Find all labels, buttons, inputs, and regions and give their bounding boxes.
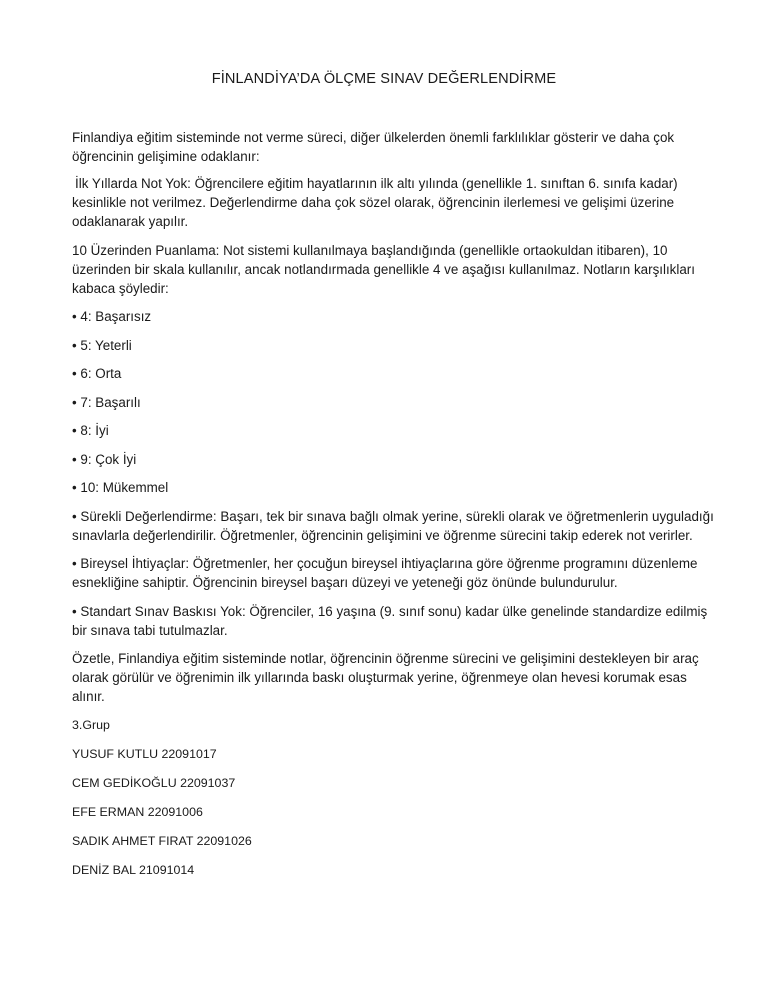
grade-item: • 8: İyi	[72, 423, 109, 438]
grade-item: • 10: Mükemmel	[72, 480, 169, 495]
group-label: 3.Grup	[72, 717, 110, 732]
individual-needs-paragraph: • Bireysel İhtiyaçlar: Öğretmenler, her çocuğun bireysel ihtiyaçlarına göre öğrenme programını düzenleme esnekliğine sahiptir. Öğrencinin bireysel başarı düzeyi ve yeteneği göz önünde bulundurulur.	[72, 556, 698, 590]
grade-item: • 7: Başarılı	[72, 394, 141, 410]
grade-item: • 4: Başarısız	[72, 309, 152, 324]
summary-paragraph: Özetle, Finlandiya eğitim sisteminde notlar, öğrencinin öğrenme sürecini ve gelişimini destekleyen bir araç olarak görülür ve öğrenimin ilk yıllarında baskı oluşturmak yerine, öğrenmeye olan hevesi korumak esas alınır.	[72, 651, 699, 704]
group-member: YUSUF KUTLU 22091017	[72, 746, 217, 761]
group-member: DENİZ BAL 21091014	[72, 862, 195, 877]
group-member: SADIK AHMET FIRAT 22091026	[72, 833, 252, 848]
continuous-assessment-paragraph: • Sürekli Değerlendirme: Başarı, tek bir sınava bağlı olmak yerine, sürekli olarak ve öğretmenlerin uyguladığı sınavlarla değerlendirilir. Öğretmenler, öğrencinin gelişimini ve öğrenme sürecini takip ederek not verirler.	[72, 508, 714, 543]
intro-paragraph: Finlandiya eğitim sisteminde not verme süreci, diğer ülkelerden önemli farklılıklar gösterir ve daha çok öğrencinin gelişimine odaklanır:	[72, 130, 675, 164]
document-body	[72, 128, 722, 890]
scale-paragraph: 10 Üzerinden Puanlama: Not sistemi kullanılmaya başlandığında (genellikle ortaokuldan itibaren), 10 üzerinden bir skala kullanılır, ancak notlandırmada genellikle 4 ve aşağısı kullanılmaz. Notların karşılıkları kabaca şöyledir:	[72, 242, 695, 296]
grade-item: • 6: Orta	[72, 366, 122, 381]
document-title: FİNLANDİYA’DA ÖLÇME SINAV DEĞERLENDİRME	[211, 71, 557, 87]
early-years-paragraph: İlk Yıllarda Not Yok: Öğrencilere eğitim hayatlarının ilk altı yılında (genellikle 1. sınıftan 6. sınıfa kadar) kesinlikle not verilmez. Değerlendirme daha çok sözel olarak, öğrencinin ilerlemesi ve gelişimi üzerine odaklanarak yapılır.	[72, 176, 678, 229]
group-member: CEM GEDİKOĞLU 22091037	[72, 775, 236, 790]
grade-item: • 9: Çok İyi	[72, 451, 137, 467]
grade-item: • 5: Yeterli	[72, 337, 132, 353]
standard-exam-paragraph: • Standart Sınav Baskısı Yok: Öğrenciler, 16 yaşına (9. sınıf sonu) kadar ülke genelinde standardize edilmiş bir sınava tabi tutulmazlar.	[72, 603, 708, 638]
group-member: EFE ERMAN 22091006	[72, 804, 203, 819]
